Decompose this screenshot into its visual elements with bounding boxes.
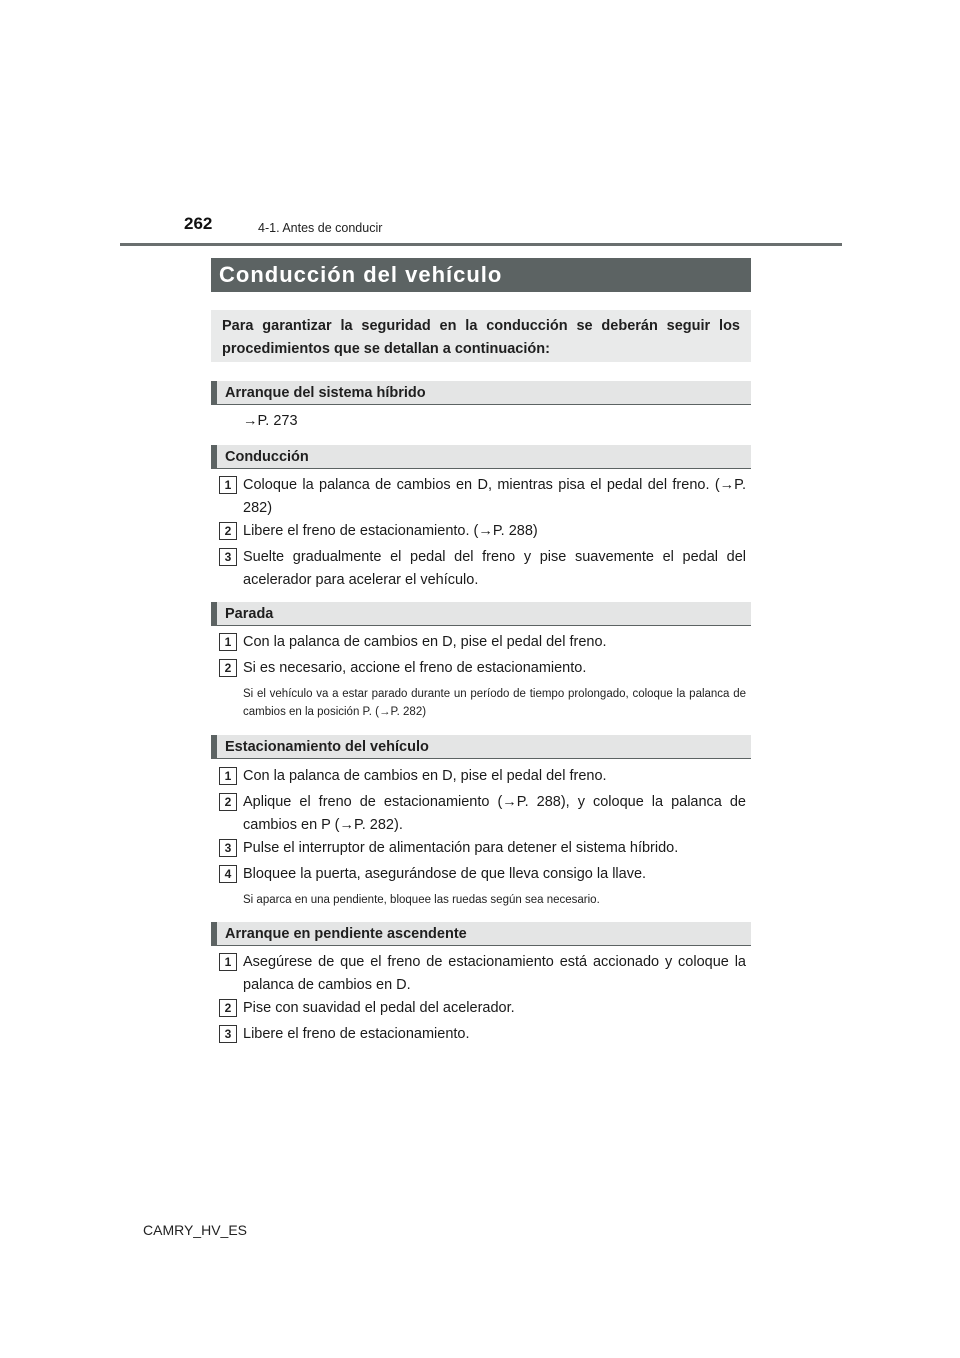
step-text: Con la palanca de cambios en D, pise el pedal del freno. bbox=[243, 768, 607, 784]
note-text: Si aparca en una pendiente, bloquee las ruedas según sea necesario. bbox=[243, 894, 600, 906]
step-text: Pise con suavidad el pedal del acelerador. bbox=[243, 1000, 515, 1016]
step-text: Libere el freno de estacionamiento. (→P. 288) bbox=[243, 523, 538, 539]
step-text: Pulse el interruptor de alimentación para detener el sistema híbrido. bbox=[243, 840, 679, 856]
step-number: 2 bbox=[219, 793, 237, 811]
step-number: 1 bbox=[219, 953, 237, 971]
page-number: 262 bbox=[184, 214, 213, 233]
intro-box: Para garantizar la seguridad en la conducción se deberán seguir los procedimientos que se detallan a continuación: bbox=[211, 310, 751, 362]
step-number: 4 bbox=[219, 865, 237, 883]
step-text: Coloque la palanca de cambios en D, mientras pisa el pedal del freno. (→P. 282) bbox=[243, 477, 746, 516]
step-number: 1 bbox=[219, 633, 237, 651]
step-number: 2 bbox=[219, 999, 237, 1017]
page-reference: →P. 273 bbox=[243, 413, 298, 429]
step-text: Libere el freno de estacionamiento. bbox=[243, 1026, 470, 1042]
chapter-title: Conducción del vehículo bbox=[211, 258, 751, 292]
section-heading-conduccion: Conducción bbox=[211, 445, 751, 469]
step-text: Aplique el freno de estacionamiento (→P. 288), y coloque la palanca de cambios en P (→P. 282). bbox=[243, 794, 746, 833]
section-path: 4-1. Antes de conducir bbox=[258, 221, 383, 235]
step-number: 1 bbox=[219, 476, 237, 494]
step-number: 3 bbox=[219, 548, 237, 566]
step-number: 2 bbox=[219, 522, 237, 540]
footer-model-code: CAMRY_HV_ES bbox=[143, 1222, 248, 1238]
step-text: Con la palanca de cambios en D, pise el pedal del freno. bbox=[243, 634, 607, 650]
section-heading-arranque: Arranque del sistema híbrido bbox=[211, 381, 751, 405]
step-text: Si es necesario, accione el freno de estacionamiento. bbox=[243, 660, 587, 676]
note-text: Si el vehículo va a estar parado durante un período de tiempo prolongado, coloque la palanca de cambios en la posición P. (→P. 282) bbox=[243, 688, 746, 718]
step-text: Suelte gradualmente el pedal del freno y pise suavemente el pedal del acelerador para acelerar el vehículo. bbox=[243, 549, 746, 588]
step-text: Asegúrese de que el freno de estacionamiento está accionado y coloque la palanca de cambios en D. bbox=[243, 954, 746, 993]
step-text: Bloquee la puerta, asegurándose de que lleva consigo la llave. bbox=[243, 866, 647, 882]
header-rule bbox=[120, 243, 842, 246]
section-heading-estacionamiento: Estacionamiento del vehículo bbox=[211, 735, 751, 759]
section-heading-pendiente: Arranque en pendiente ascendente bbox=[211, 922, 751, 946]
step-number: 3 bbox=[219, 839, 237, 857]
step-number: 1 bbox=[219, 767, 237, 785]
step-number: 3 bbox=[219, 1025, 237, 1043]
step-number: 2 bbox=[219, 659, 237, 677]
section-heading-parada: Parada bbox=[211, 602, 751, 626]
